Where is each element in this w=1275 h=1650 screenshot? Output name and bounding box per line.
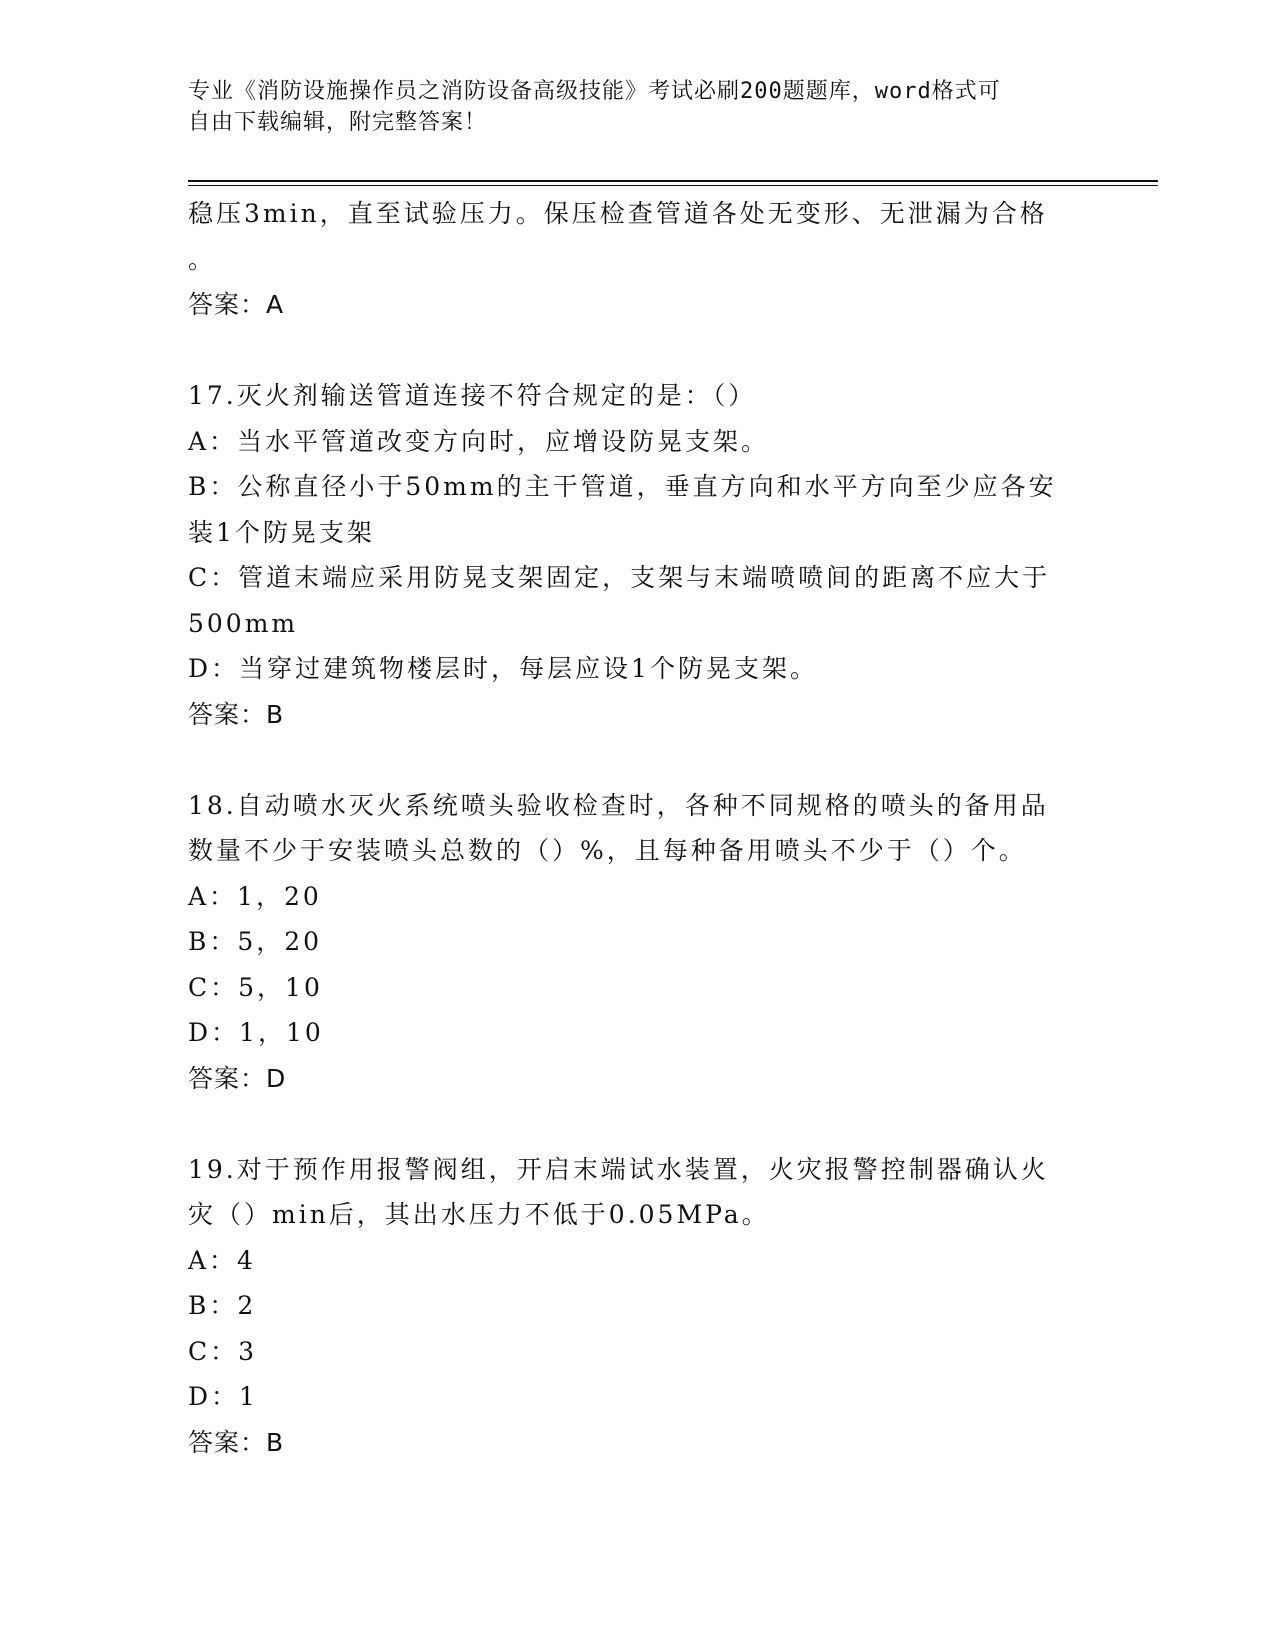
question-19-text-line-1: 19.对于预作用报警阀组，开启末端试水装置，火灾报警控制器确认火 bbox=[188, 1154, 1049, 1184]
question-17-option-c-line-2: 500mm bbox=[188, 608, 299, 638]
question-19-option-b: B：2 bbox=[188, 1291, 257, 1320]
header-divider-thick bbox=[188, 180, 1158, 182]
fragment-line-2: 。 bbox=[188, 244, 217, 274]
fragment-line-1: 稳压3min，直至试验压力。保压检查管道各处无变形、无泄漏为合格 bbox=[188, 199, 1048, 228]
question-17-option-c-line-1: C：管道末端应采用防晃支架固定，支架与末端喷喷间的距离不应大于 bbox=[188, 563, 1051, 592]
question-19-option-d: D：1 bbox=[188, 1382, 258, 1411]
document-body bbox=[188, 191, 1088, 1465]
question-18-option-c: C：5，10 bbox=[188, 972, 323, 1002]
header-line-1: 专业《消防设施操作员之消防设备高级技能》考试必刷200题题库，word格式可 bbox=[188, 79, 1001, 104]
question-17-option-d: D：当穿过建筑物楼层时，每层应设1个防晃支架。 bbox=[188, 654, 818, 683]
spacer bbox=[188, 737, 1088, 783]
fragment-answer: 答案：A bbox=[188, 290, 285, 319]
question-18 bbox=[188, 783, 1088, 1102]
question-18-text-line-2: 数量不少于安装喷头总数的（）%，且每种备用喷头不少于（）个。 bbox=[188, 836, 1027, 865]
header-line-2: 自由下载编辑，附完整答案！ bbox=[188, 110, 488, 135]
question-18-answer: 答案：D bbox=[188, 1063, 287, 1093]
question-17 bbox=[188, 373, 1088, 737]
spacer bbox=[188, 328, 1088, 374]
question-19-answer: 答案：B bbox=[188, 1427, 285, 1457]
question-19-option-c: C：3 bbox=[188, 1336, 258, 1366]
question-fragment bbox=[188, 191, 1088, 328]
question-18-text-line-1: 18.自动喷水灭火系统喷头验收检查时，各种不同规格的喷头的备用品 bbox=[188, 790, 1049, 820]
question-19-option-a: A：4 bbox=[188, 1245, 256, 1275]
spacer bbox=[188, 1101, 1088, 1147]
question-17-option-b-line-1: B：公称直径小于50mm的主干管道，垂直方向和水平方向至少应各安 bbox=[188, 472, 1057, 501]
question-18-option-d: D：1，10 bbox=[188, 1018, 324, 1047]
question-17-text: 17.灭火剂输送管道连接不符合规定的是：（） bbox=[188, 381, 757, 410]
question-17-option-a: A：当水平管道改变方向时，应增设防晃支架。 bbox=[188, 426, 770, 456]
document-header bbox=[188, 76, 1078, 138]
question-19-text-line-2: 灾（）min后，其出水压力不低于0.05MPa。 bbox=[188, 1200, 770, 1229]
question-18-option-a: A：1，20 bbox=[188, 881, 322, 911]
question-17-answer: 答案：B bbox=[188, 699, 285, 729]
question-18-option-b: B：5，20 bbox=[188, 927, 323, 956]
header-divider-thin bbox=[188, 185, 1158, 186]
question-17-option-b-line-2: 装1个防晃支架 bbox=[188, 517, 375, 547]
question-19 bbox=[188, 1147, 1088, 1466]
